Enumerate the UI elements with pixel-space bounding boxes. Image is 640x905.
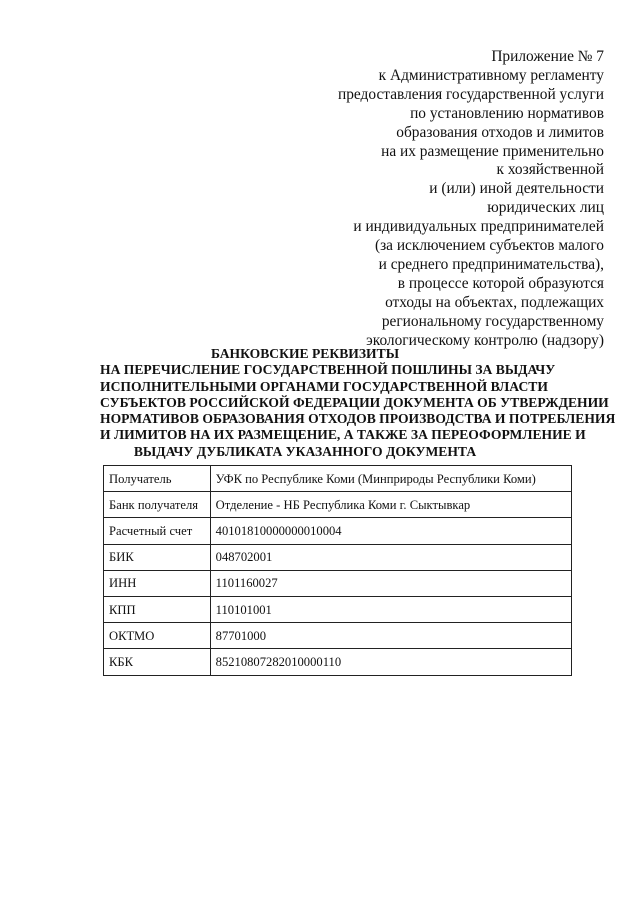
table-row — [104, 544, 572, 570]
row-label-kbk: КБК — [104, 649, 211, 675]
annex-line: региональному государственному — [381, 312, 604, 330]
table-row — [104, 596, 572, 622]
annex-line: по установлению нормативов — [410, 104, 604, 122]
row-value-kpp: 110101001 — [210, 596, 571, 622]
document-title — [100, 346, 616, 460]
annex-line: Приложение № 7 — [491, 48, 604, 65]
table-row — [104, 466, 572, 492]
table-row — [104, 518, 572, 544]
title-line: БАНКОВСКИЕ РЕКВИЗИТЫ — [210, 346, 400, 361]
row-value-inn: 1101160027 — [210, 570, 571, 596]
table-row — [104, 623, 572, 649]
annex-line: отходы на объектах, подлежащих — [385, 293, 604, 311]
title-line: ИСПОЛНИТЕЛЬНЫМИ ОРГАНАМИ ГОСУДАРСТВЕННОЙ ВЛАСТИ — [100, 378, 548, 394]
annex-line: и индивидуальных предпринимателей — [353, 218, 604, 236]
row-label-bank: Банк получателя — [104, 492, 211, 518]
row-label-kpp: КПП — [104, 596, 211, 622]
annex-line: к хозяйственной — [496, 161, 604, 179]
row-label-oktmo: ОКТМО — [104, 623, 211, 649]
annex-line: к Административному регламенту — [378, 66, 604, 84]
title-line: И ЛИМИТОВ НА ИХ РАЗМЕЩЕНИЕ, А ТАКЖЕ ЗА ПЕРЕОФОРМЛЕНИЕ И — [100, 427, 586, 443]
annex-line: на их размещение применительно — [381, 142, 604, 160]
annex-block — [304, 48, 604, 351]
title-line: ВЫДАЧУ ДУБЛИКАТА УКАЗАННОГО ДОКУМЕНТА — [133, 443, 477, 459]
row-value-account: 40101810000000010004 — [210, 518, 571, 544]
row-value-oktmo: 87701000 — [210, 623, 571, 649]
row-label-bik: БИК — [104, 544, 211, 570]
row-label-inn: ИНН — [104, 570, 211, 596]
row-value-bank: Отделение - НБ Республика Коми г. Сыктывкар — [210, 492, 571, 518]
annex-line: (за исключением субъектов малого — [374, 237, 604, 255]
row-label-account: Расчетный счет — [104, 518, 211, 544]
title-line: НА ПЕРЕЧИСЛЕНИЕ ГОСУДАРСТВЕННОЙ ПОШЛИНЫ ЗА ВЫДАЧУ — [100, 362, 556, 378]
row-value-kbk: 85210807282010000110 — [210, 649, 571, 675]
table-row — [104, 570, 572, 596]
title-line: СУБЪЕКТОВ РОССИЙСКОЙ ФЕДЕРАЦИИ ДОКУМЕНТА ОБ УТВЕРЖДЕНИИ — [100, 394, 609, 410]
annex-line: в процессе которой образуются — [397, 274, 604, 292]
annex-line: образования отходов и лимитов — [396, 123, 604, 141]
annex-line: предоставления государственной услуги — [337, 85, 604, 103]
title-line: НОРМАТИВОВ ОБРАЗОВАНИЯ ОТХОДОВ ПРОИЗВОДСТВА И ПОТРЕБЛЕНИЯ — [100, 411, 616, 427]
annex-line: экологическому контролю (надзору) — [366, 331, 604, 349]
annex-line: и среднего предпринимательства), — [378, 255, 604, 273]
bank-details-table — [103, 465, 572, 676]
table-row — [104, 492, 572, 518]
row-value-bik: 048702001 — [210, 544, 571, 570]
annex-line: и (или) иной деятельности — [429, 180, 604, 198]
row-value-recipient: УФК по Республике Коми (Минприроды Республики Коми) — [210, 466, 571, 492]
annex-line: юридических лиц — [487, 199, 604, 217]
row-label-recipient: Получатель — [104, 466, 211, 492]
table-row — [104, 649, 572, 675]
